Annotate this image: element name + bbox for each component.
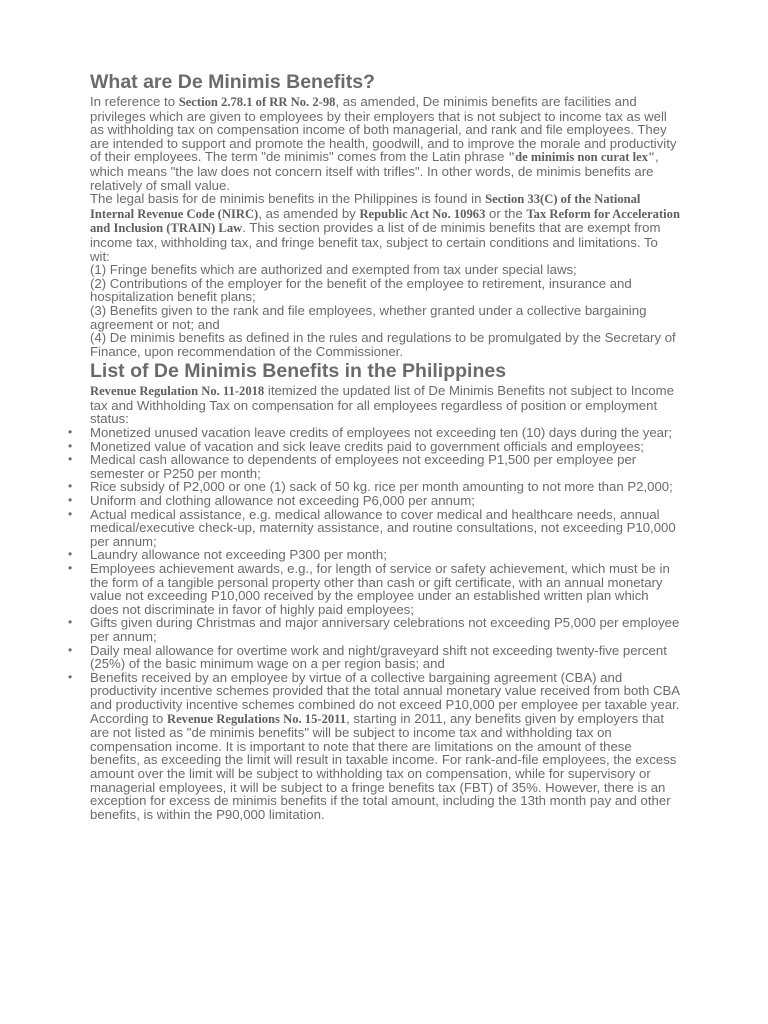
list-item-text: Uniform and clothing allowance not exceeding P6,000 per annum; (90, 493, 475, 509)
limitations-paragraph (90, 712, 680, 822)
list-item-text: Laundry allowance not exceeding P300 per month; (90, 547, 387, 563)
list-item-text: Gifts given during Christmas and major anniversary celebrations not exceeding P5,000 per employee per annum; (90, 615, 680, 644)
list-item-text: Medical cash allowance to dependents of employees not exceeding P1,500 per employee per semester or P250 per month; (90, 452, 637, 481)
list-item (68, 452, 680, 481)
text: itemized the updated list of De Minimis Benefits not subject to Income tax and Withholding Tax on compensation for all employees regardless of position or employment status: (90, 383, 674, 427)
list-item (68, 479, 680, 495)
condition-item: (3) Benefits given to the rank and file employees, whether granted under a collective bargaining agreement or not; and (90, 302, 647, 332)
latin-phrase: "de minimis non curat lex" (508, 150, 656, 165)
heading-what-are-de-minimis: What are De Minimis Benefits? (90, 71, 375, 93)
text: , as amended by (258, 205, 360, 221)
list-item (68, 561, 680, 617)
list-item-text: Monetized unused vacation leave credits of employees not exceeding ten (10) days during the year; (90, 425, 673, 441)
reference-rr-11-2018: Revenue Regulation No. 11-2018 (90, 384, 265, 399)
text: , which means "the law does not concern itself with trifles". In other words, de minimis benefits are relatively of small value. (90, 149, 659, 193)
bullet-icon: • (68, 547, 73, 562)
bullet-icon: • (68, 493, 73, 508)
condition-item: (2) Contributions of the employer for the benefit of the employee to retirement, insurance and hospitalization benefit plans; (90, 275, 632, 305)
reference-train-law: Tax Reform for Acceleration and Inclusion (TRAIN) Law (90, 206, 680, 236)
bullet-icon: • (68, 561, 73, 575)
text: In reference to (90, 94, 179, 109)
text: or the (485, 205, 527, 221)
list-item (68, 425, 680, 441)
condition-item: (4) De minimis benefits as defined in the rules and regulations to be promulgated by the Secretary of Finance, upon recommendation of the Commissioner. (90, 330, 676, 359)
bullet-icon: • (68, 615, 73, 630)
reference-rr-2-98: Section 2.78.1 of RR No. 2-98 (178, 95, 336, 109)
bullet-icon: • (68, 642, 73, 657)
reference-ra-10963: Republic Act No. 10963 (359, 206, 486, 221)
text: . This section provides a list of de minimis benefits that are exempt from income tax, withholding tax, and fringe benefit tax, subject to certain conditions and limitations. To wit: (90, 220, 661, 264)
bullet-icon: • (68, 452, 73, 467)
legal-basis-paragraph (90, 192, 680, 263)
list-item-text: Daily meal allowance for overtime work and night/graveyard shift not exceeding twenty-five percent (25%) of the basic minimum wage on a per region basis; and (90, 642, 667, 672)
list-item (68, 493, 680, 509)
heading-list-of-benefits: List of De Minimis Benefits in the Philippines (90, 360, 507, 383)
bullet-icon: • (68, 506, 73, 521)
benefits-list (68, 425, 680, 712)
condition-item: (1) Fringe benefits which are authorized and exempted from tax under special laws; (90, 262, 577, 278)
bullet-icon: • (68, 479, 73, 494)
list-item (68, 438, 680, 454)
bullet-icon: • (68, 669, 73, 684)
text: , as amended, De minimis benefits are facilities and privileges which are given to employees by their employers that is not subject to income tax as well as withholding tax on compensation income of both managerial, and rank and file employees. They are intended to support and promote the health, goodwill, and to improve the morale and productivity of their employees. The term "de minimis" comes from the Latin phrase (90, 94, 677, 165)
list-item-text: Employees achievement awards, e.g., for length of service or safety achievement, which must be in the form of a tangible personal property other than cash or gift certificate, with an annual monetary value not exceeding P10,000 received by the employee under an established written plan which does not discriminate in favor of highly paid employees; (90, 561, 670, 617)
list-intro-paragraph (90, 384, 680, 426)
list-item (68, 506, 680, 549)
list-item-text: Rice subsidy of P2,000 or one (1) sack of 50 kg. rice per month amounting to not more than P2,000; (90, 479, 673, 495)
list-item-text: Actual medical assistance, e.g. medical allowance to cover medical and healthcare needs, annual medical/executive check-up, maternity assistance, and routine consultations, not exceeding P10,000 per annum; (90, 506, 676, 549)
bullet-icon: • (68, 438, 73, 453)
list-item (68, 642, 680, 672)
reference-rr-15-2011: Revenue Regulations No. 15-2011 (166, 711, 347, 726)
list-item (68, 669, 680, 712)
intro-paragraph (90, 95, 680, 192)
text: According to (90, 710, 167, 726)
reference-nirc: Section 33(C) of the National Internal Revenue Code (NIRC) (90, 192, 641, 221)
list-item (68, 547, 680, 563)
list-item-text: Monetized value of vacation and sick leave credits paid to government officials and employees; (90, 438, 644, 454)
document-body (68, 70, 680, 822)
bullet-icon: • (68, 425, 73, 440)
text: The legal basis for de minimis benefits in the Philippines is found in (90, 191, 486, 207)
list-item (68, 615, 680, 644)
text: , starting in 2011, any benefits given by employers that are not listed as "de minimis benefits" will be subject to income tax and withholding tax on compensation income. It is important to note that there are limitations on the amount of these benefits, as exceeding the limit will result in taxable income. For rank-and-file employees, the excess amount over the limit will be subject to withholding tax on compensation, while for supervisory or managerial employees, it will be subject to a fringe benefits tax (FBT) of 35%. However, there is an exception for excess de minimis benefits if the total amount, including the 13th month pay and other benefits, is within the P90,000 limitation. (90, 710, 677, 822)
list-item-text: Benefits received by an employee by virtue of a collective bargaining agreement (CBA) and productivity incentive schemes provided that the total annual monetary value received from both CBA and productivity incentive schemes combined do not exceed P10,000 per employee per taxable year. (90, 669, 680, 712)
